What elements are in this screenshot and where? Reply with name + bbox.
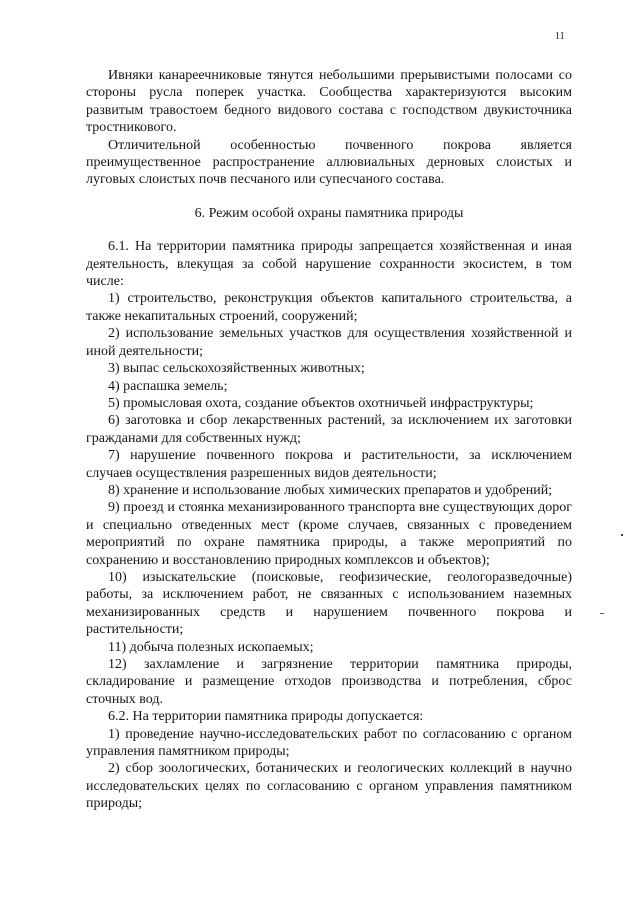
document-body xyxy=(86,67,572,813)
list-item: 12) захламление и загрязнение территории памятника природы, складирование и размещение отходов производства и потребления, сброс сточных вод. xyxy=(86,657,572,707)
section-heading: 6. Режим особой охраны памятника природы xyxy=(194,205,464,221)
list-item: 5) промысловая охота, создание объектов охотничьей инфраструктуры; xyxy=(108,395,534,411)
list-item: 11) добыча полезных ископаемых; xyxy=(108,639,314,655)
scan-speck xyxy=(621,534,623,536)
paragraph: Отличительной особенностью почвенного покрова является преимущественное распространение аллювиальных дерновых слоистых и луговых слоистых почв песчаного или супесчаного состава. xyxy=(86,137,572,188)
list-item: 6) заготовка и сбор лекарственных растений, за исключением их заготовки гражданами для собственных нужд; xyxy=(86,413,572,446)
list-item: 3) выпас сельскохозяйственных животных; xyxy=(108,361,365,377)
paragraph: Ивняки канареечниковые тянутся небольшими прерывистыми полосами со стороны русла поперек участка. Сообщества характеризуются высоким развитым травостоем бедного видового состава с господством двукисточника тростникового. xyxy=(86,68,572,136)
list-item: 10) изыскательские (поисковые, геофизические, геологоразведочные) работы, за исключением работ, не связанных с использованием наземных механизированных средств и нарушением почвенного покрова и растительности; xyxy=(86,569,572,638)
section-intro: 6.2. На территории памятника природы допускается: xyxy=(108,709,424,725)
list-item: 8) хранение и использование любых химических препаратов и удобрений; xyxy=(108,482,553,498)
page-number: 11 xyxy=(555,31,565,42)
list-item: 2) использование земельных участков для осуществления хозяйственной и иной деятельности; xyxy=(86,326,572,359)
list-item: 1) проведение научно-исследовательских работ по согласованию с органом управления памятником природы; xyxy=(86,726,572,760)
section-intro: 6.1. На территории памятника природы запрещается хозяйственная и иная деятельность, влекущая за собой нарушение сохранности экосистем, в том числе: xyxy=(86,239,572,290)
list-item: 2) сбор зоологических, ботанических и геологических коллекций в научно исследовательских целях по согласованию с органом управления памятником природы; xyxy=(86,761,572,812)
list-item: 4) распашка земель; xyxy=(108,378,228,394)
list-item: 7) нарушение почвенного покрова и растительности, за исключением случаев осуществления разрешенных видов деятельности; xyxy=(86,448,572,481)
list-item: 1) строительство, реконструкция объектов капитального строительства, а также некапитальных строений, сооружений; xyxy=(86,291,572,324)
scan-speck xyxy=(600,613,604,614)
list-item: 9) проезд и стоянка механизированного транспорта вне существующих дорог и специально отведенных мест (кроме случаев, связанных с проведением мероприятий по охране памятника природы, а также мероприятий по сохранению и восстановлению природных комплексов и объектов); xyxy=(86,500,572,568)
